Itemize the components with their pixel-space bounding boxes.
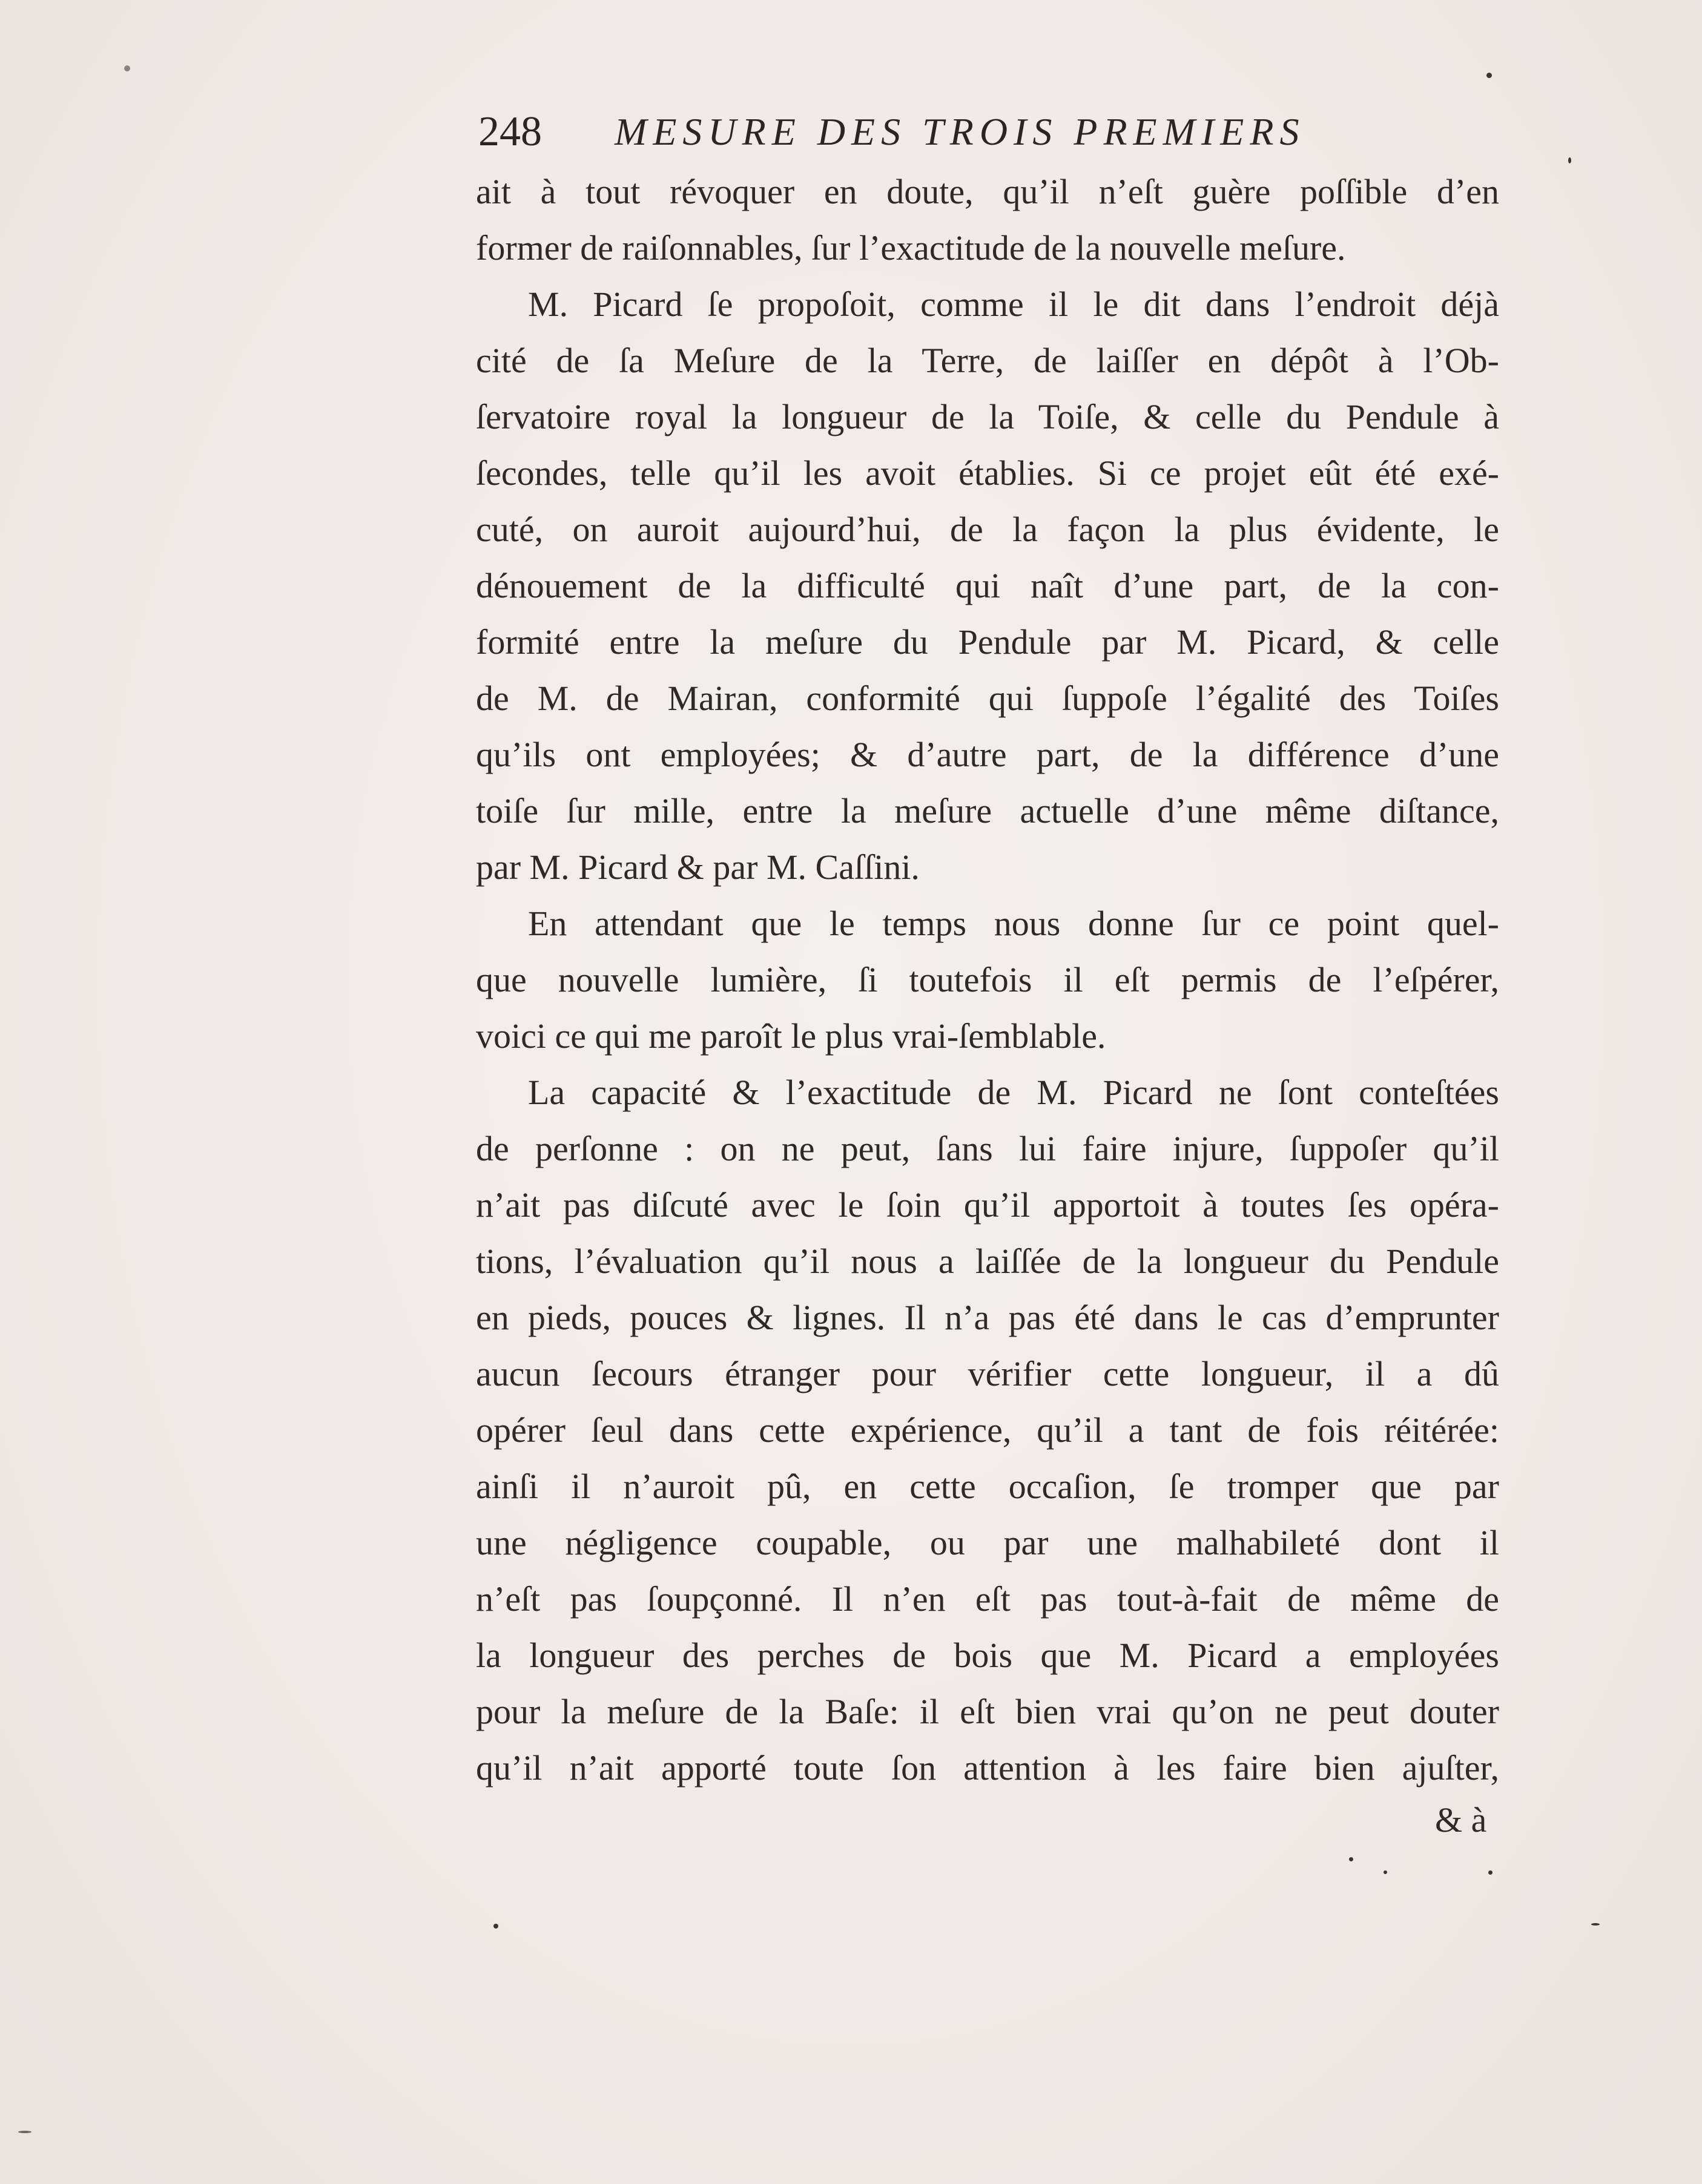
text-line: formité entre la meſure du Pendule par M. Picard, & celle xyxy=(476,622,1499,662)
text-line: opérer ſeul dans cette expérience, qu’il a tant de fois réitérée: xyxy=(476,1410,1499,1450)
text-line: n’ait pas diſcuté avec le ſoin qu’il apportoit à toutes ſes opéra- xyxy=(476,1185,1499,1225)
paper-speck xyxy=(1486,73,1492,78)
text-line: de perſonne : on ne peut, ſans lui faire injure, ſuppoſer qu’il xyxy=(476,1129,1499,1168)
paper-speck xyxy=(1591,1923,1600,1926)
paper-speck xyxy=(493,1924,498,1929)
text-line: qu’ils ont employées; & d’autre part, de la différence d’une xyxy=(476,735,1499,774)
text-line: n’eſt pas ſoupçonné. Il n’en eſt pas tout-à-fait de même de xyxy=(476,1579,1499,1619)
paragraph-start-line: M. Picard ſe propoſoit, comme il le dit dans l’endroit déjà xyxy=(528,285,1499,324)
text-line: en pieds, pouces & lignes. Il n’a pas été dans le cas d’emprunter xyxy=(476,1298,1499,1337)
paragraph-start-line: En attendant que le temps nous donne ſur ce point quel- xyxy=(528,904,1499,943)
text-line: voici ce qui me paroît le plus vrai-ſemblable. xyxy=(476,1016,1106,1056)
text-line: ainſi il n’auroit pû, en cette occaſion, ſe tromper que par xyxy=(476,1467,1499,1506)
text-line: tions, l’évaluation qu’il nous a laiſſée de la longueur du Pendule xyxy=(476,1242,1499,1281)
text-line: ſervatoire royal la longueur de la Toiſe, & celle du Pendule à xyxy=(476,397,1499,436)
text-line: cité de ſa Meſure de la Terre, de laiſſer en dépôt à l’Ob- xyxy=(476,341,1499,380)
body-text xyxy=(476,163,1499,1796)
paper-speck xyxy=(1384,1870,1387,1874)
paper-speck xyxy=(1488,1870,1493,1875)
text-line: une négligence coupable, ou par une malhabileté dont il xyxy=(476,1523,1499,1562)
text-line: par M. Picard & par M. Caſſini. xyxy=(476,847,920,887)
text-line: ait à tout révoquer en doute, qu’il n’eſt guère poſſible d’en xyxy=(476,172,1499,211)
text-line: former de raiſonnables, ſur l’exactitude de la nouvelle meſure. xyxy=(476,228,1346,268)
text-line: toiſe ſur mille, entre la meſure actuelle d’une même diſtance, xyxy=(476,791,1499,831)
page-number: 248 xyxy=(478,108,542,155)
catchword: & à xyxy=(1435,1800,1487,1840)
text-line: cuté, on auroit aujourd’hui, de la façon la plus évidente, le xyxy=(476,510,1499,549)
text-line: aucun ſecours étranger pour vérifier cette longueur, il a dû xyxy=(476,1354,1499,1393)
text-line: qu’il n’ait apporté toute ſon attention à les faire bien ajuſter, xyxy=(476,1748,1499,1788)
paper-speck xyxy=(1349,1857,1353,1861)
paper-speck xyxy=(18,2131,31,2133)
text-line: dénouement de la difficulté qui naît d’une part, de la con- xyxy=(476,566,1499,605)
text-line: de M. de Mairan, conformité qui ſuppoſe l’égalité des Toiſes xyxy=(476,679,1499,718)
paper-speck xyxy=(1568,157,1571,163)
paper-speck xyxy=(124,65,130,71)
running-title: MESURE DES TROIS PREMIERS xyxy=(615,110,1305,153)
text-line: ſecondes, telle qu’il les avoit établies. Si ce projet eût été exé- xyxy=(476,453,1499,493)
text-line: que nouvelle lumière, ſi toutefois il eſt permis de l’eſpérer, xyxy=(476,960,1499,999)
text-line: la longueur des perches de bois que M. Picard a employées xyxy=(476,1636,1499,1675)
text-line: pour la meſure de la Baſe: il eſt bien vrai qu’on ne peut douter xyxy=(476,1692,1499,1731)
paragraph-start-line: La capacité & l’exactitude de M. Picard ne ſont conteſtées xyxy=(528,1073,1499,1112)
page-header xyxy=(478,102,1393,162)
